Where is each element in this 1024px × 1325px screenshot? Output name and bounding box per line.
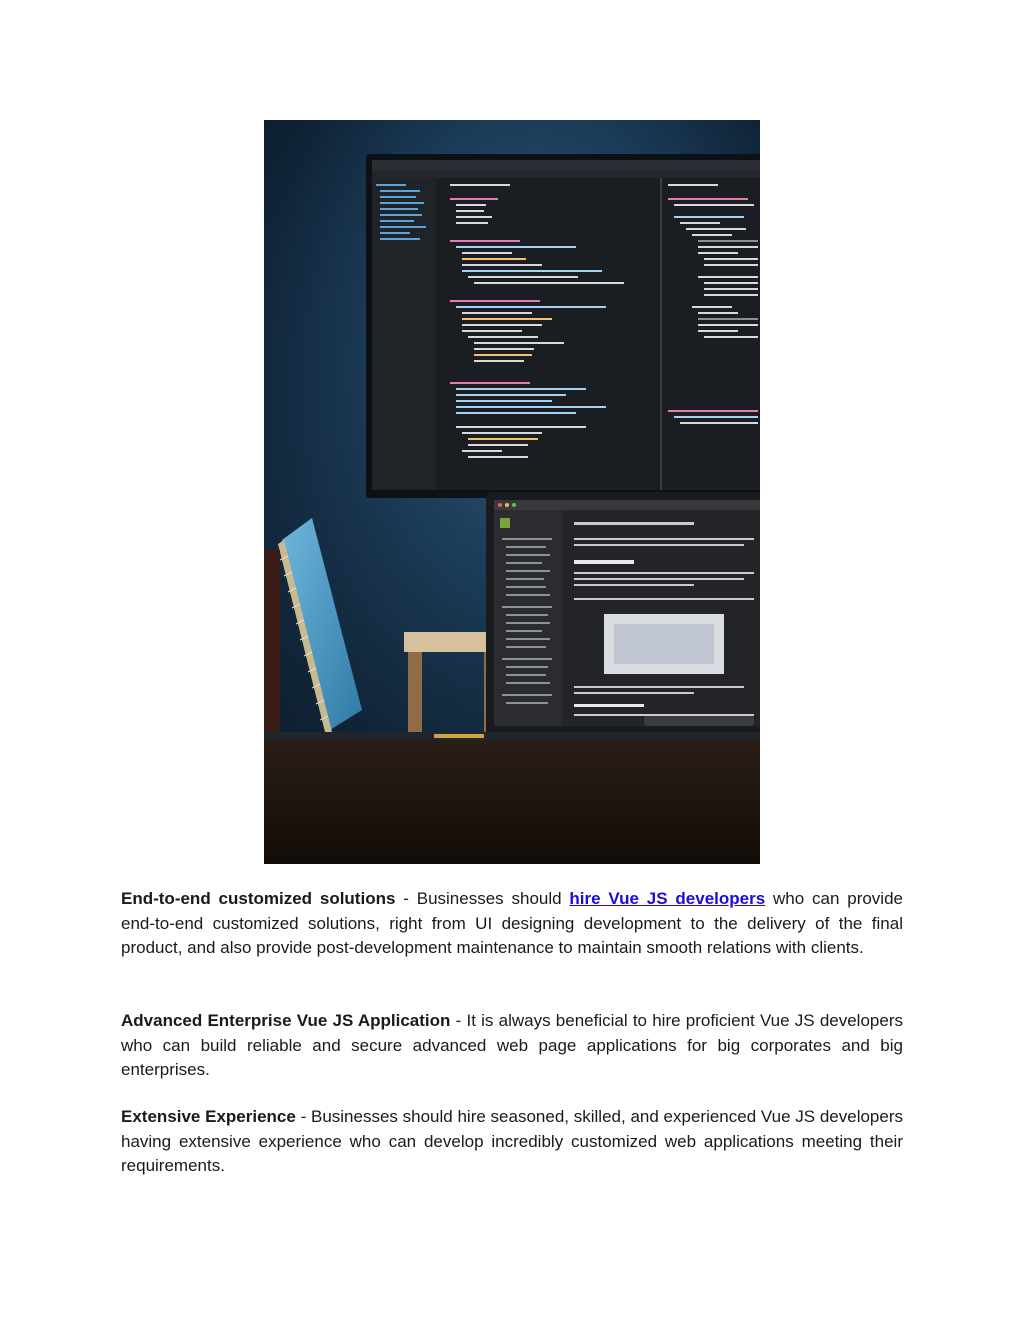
- paragraph-end-to-end: [121, 887, 903, 961]
- paragraph-heading: Advanced Enterprise Vue JS Application: [121, 1011, 451, 1030]
- paragraph-advanced-enterprise: [121, 1009, 903, 1083]
- paragraph-body: who can provide end-to-end customized solutions, right from UI designing development to the delivery of the final product, and also provide post-development maintenance to maintain smooth relations with clients.: [121, 889, 903, 957]
- paragraph-heading: End-to-end customized solutions: [121, 889, 396, 908]
- paragraph-lead: - Businesses should: [395, 889, 570, 908]
- paragraph-heading: Extensive Experience: [121, 1107, 296, 1126]
- hero-photo: [264, 120, 760, 864]
- paragraph-body: - It is always beneficial to hire proficient Vue JS developers who can build reliable and secure advanced web page applications for big corporates and big enterprises.: [121, 1011, 903, 1079]
- paragraph-body: - Businesses should hire seasoned, skilled, and experienced Vue JS developers having extensive experience who can develop incredibly customized web applications meeting their requirements.: [121, 1107, 903, 1175]
- paragraph-extensive-experience: [121, 1105, 903, 1179]
- hire-vue-developers-link[interactable]: hire Vue JS developers: [569, 889, 766, 908]
- desk-setup-illustration: [264, 120, 760, 864]
